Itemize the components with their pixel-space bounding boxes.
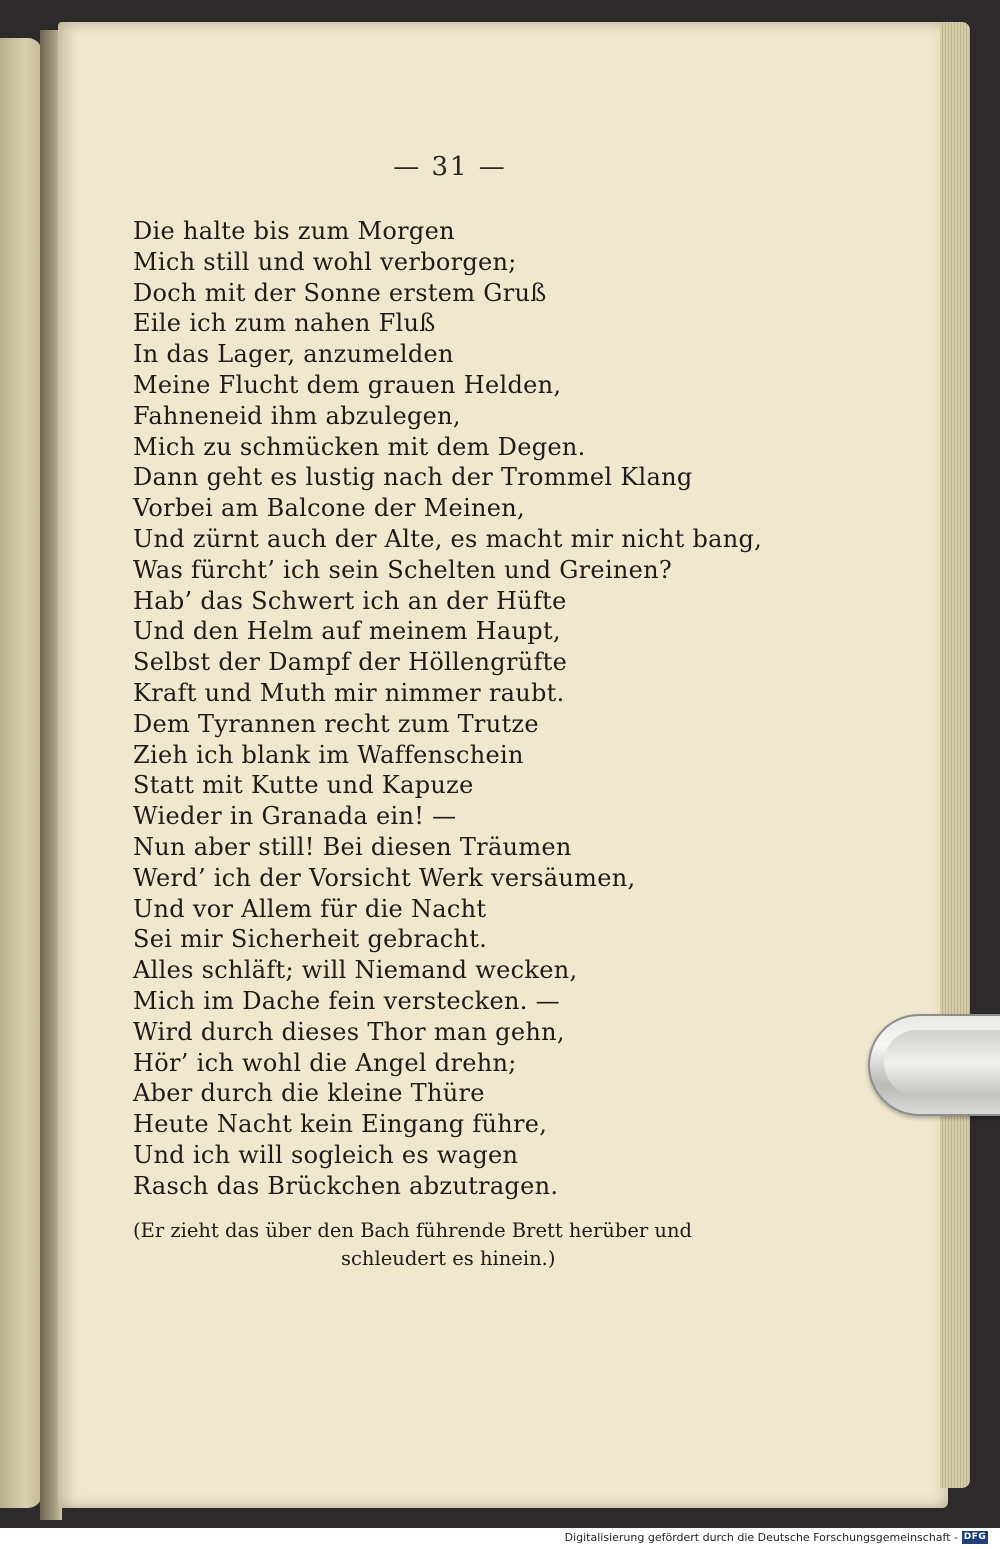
stage-direction-line: (Er zieht das über den Bach führende Brett herüber und (133, 1219, 692, 1242)
verse-line: Werd’ ich der Vorsicht Werk versäumen, (133, 863, 636, 892)
verse-line: Zieh ich blank im Waffenschein (133, 740, 524, 769)
stage-direction-line: schleudert es hinein.) (341, 1247, 556, 1270)
footer-bar (0, 1528, 1000, 1549)
verse-line: Hör’ ich wohl die Angel drehn; (133, 1048, 517, 1077)
verse-line: Heute Nacht kein Eingang führe, (133, 1110, 548, 1139)
verse-line: Und den Helm auf meinem Haupt, (133, 617, 561, 646)
verse-line: Dem Tyrannen recht zum Trutze (133, 709, 539, 738)
verse-line: Selbst der Dampf der Höllengrüfte (133, 648, 568, 677)
verse-line: Fahneneid ihm abzulegen, (133, 401, 461, 430)
verse-line: Und vor Allem für die Nacht (133, 894, 487, 923)
verse-line: Statt mit Kutte und Kapuze (133, 771, 474, 800)
verse-line: Alles schläft; will Niemand wecken, (133, 956, 578, 985)
dfg-logo: DFG (963, 1532, 987, 1542)
page-stack-edge (940, 22, 970, 1488)
verse-line: Mich im Dache fein verstecken. — (133, 986, 560, 1015)
verse-line: Wird durch dieses Thor man gehn, (133, 1017, 565, 1046)
verse-line: Dann geht es lustig nach der Trommel Klang (133, 463, 693, 492)
verse-line: Mich zu schmücken mit dem Degen. (133, 432, 586, 461)
verse-line: Rasch das Brückchen abzutragen. (133, 1171, 559, 1200)
verse-line: Und ich will sogleich es wagen (133, 1140, 519, 1169)
verse-line: Hab’ das Schwert ich an der Hüfte (133, 586, 567, 615)
verse-line: Nun aber still! Bei diesen Träumen (133, 832, 572, 861)
verse-line: Kraft und Muth mir nimmer raubt. (133, 678, 565, 707)
page-clip-inner (884, 1030, 1000, 1096)
verse-line: Doch mit der Sonne erstem Gruß (133, 278, 547, 307)
verse-line: In das Lager, anzumelden (133, 340, 454, 369)
verse-line: Meine Flucht dem grauen Helden, (133, 370, 562, 399)
verse-line: Vorbei am Balcone der Meinen, (133, 494, 525, 523)
verse-line: Eile ich zum nahen Fluß (133, 309, 436, 338)
verse-block (133, 216, 893, 1202)
verse-line: Aber durch die kleine Thüre (133, 1079, 485, 1108)
verse-line: Die halte bis zum Morgen (133, 217, 455, 245)
verse-line: Was fürcht’ ich sein Schelten und Greinen? (133, 555, 673, 584)
page-number: — 31 — (393, 152, 507, 182)
verse-line: Und zürnt auch der Alte, es macht mir nicht bang, (133, 524, 763, 553)
verse-line: Mich still und wohl verborgen; (133, 247, 517, 276)
verse-line: Wieder in Granada ein! — (133, 802, 457, 831)
stage-direction (133, 1217, 773, 1273)
facing-page-edge (0, 38, 42, 1508)
page-clip (868, 1014, 1000, 1116)
funding-credit: Digitalisierung gefördert durch die Deutsche Forschungsgemeinschaft - (564, 1531, 958, 1544)
verse-line: Sei mir Sicherheit gebracht. (133, 925, 488, 954)
